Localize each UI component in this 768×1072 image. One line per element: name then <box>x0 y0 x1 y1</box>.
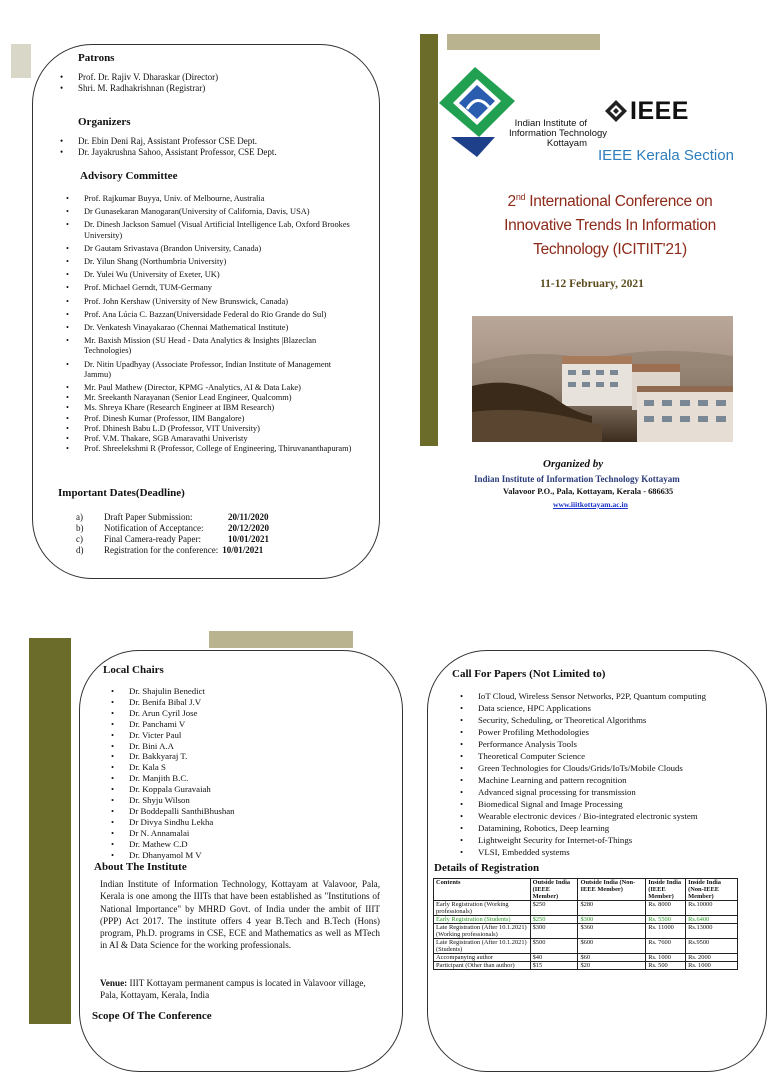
list-item: • Dr. Shajulin Benedict <box>105 686 365 697</box>
list-item: • Prof. Dhinesh Babu L.D (Professor, VIT University) <box>60 424 360 434</box>
top-right-olive-stripe <box>420 34 438 446</box>
table-cell: Participant (Other than author) <box>434 962 531 970</box>
ieee-diamond-icon <box>604 99 628 123</box>
important-dates-title: Important Dates(Deadline) <box>58 487 185 499</box>
advisory-title: Advisory Committee <box>80 170 178 182</box>
iiit-kottayam-logo <box>437 63 608 163</box>
venue-text: IIIT Kottayam permanent campus is located in Valavoor village, Pala, Kottayam, Kerala, India <box>100 978 366 1001</box>
scope-title: Scope Of The Conference <box>92 1010 212 1022</box>
top-right-khaki-bar <box>447 34 600 50</box>
organizer-website-link[interactable]: www.iiitkottayam.ac.in <box>553 500 628 509</box>
list-item: • Prof. Dinesh Kumar (Professor, IIM Bangalore) <box>60 414 360 424</box>
campus-building-image <box>472 316 733 442</box>
table-header-cell: Contents <box>434 879 531 901</box>
ieee-wordmark: IEEE <box>630 96 689 125</box>
table-cell: $20 <box>578 962 646 970</box>
list-item: • Security, Scheduling, or Theoretical Algorithms <box>454 714 766 726</box>
list-item: • Dr Gautam Srivastava (Brandon University, Canada) <box>60 244 360 254</box>
organizer-address: Valavoor P.O., Pala, Kottayam, Kerala - 686635 <box>503 487 674 496</box>
list-item: • Ms. Shreya Khare (Research Engineer at IBM Research) <box>60 403 360 413</box>
patrons-list <box>54 72 374 94</box>
venue-paragraph <box>100 977 380 1002</box>
date-label: Registration for the conference: <box>104 545 219 555</box>
list-item: • Dr. Yulei Wu (University of Exeter, UK) <box>60 270 360 280</box>
table-cell: Rs.9500 <box>686 939 738 954</box>
list-item: • Datamining, Robotics, Deep learning <box>454 822 766 834</box>
date-row <box>76 512 366 523</box>
list-item: • Dr. Bakkyaraj T. <box>105 751 365 762</box>
registration-table <box>433 878 738 970</box>
conference-title-line-1 <box>470 185 750 214</box>
topics-list <box>454 690 766 858</box>
list-item: • Prof. Ana Lúcia C. Bazzan(Universidade Federal do Rio Grande do Sul) <box>60 310 360 320</box>
table-cell: Early Registration (Students) <box>434 916 531 924</box>
table-cell: Rs. 2000 <box>686 954 738 962</box>
list-item: • Dr. Bini A.A <box>105 741 365 752</box>
patrons-section <box>54 52 374 182</box>
table-cell: Rs. 11000 <box>646 924 686 939</box>
date-label: Notification of Acceptance: <box>104 523 204 533</box>
list-item: • Advanced signal processing for transmission <box>454 786 766 798</box>
list-item: • Dr. Benifa Bibal J.V <box>105 697 365 708</box>
conference-title-line-3: Technology (ICITIIT'21) <box>533 241 687 259</box>
patrons-title: Patrons <box>78 52 115 64</box>
ieee-logo <box>604 96 704 126</box>
conference-title <box>470 185 750 262</box>
title-ordinal-suffix: nd <box>515 192 526 202</box>
date-row <box>76 523 366 534</box>
title-line-1-text: International Conference on <box>525 193 713 211</box>
advisory-list <box>60 194 360 454</box>
table-cell: $300 <box>578 916 646 924</box>
list-item: • Dr. Manjith B.C. <box>105 773 365 784</box>
ieee-kerala-section: IEEE Kerala Section <box>598 147 734 164</box>
list-item: • Dr Gunasekaran Manogaran(University of California, Davis, USA) <box>60 207 360 217</box>
list-item: • Dr. Koppala Guravaiah <box>105 784 365 795</box>
local-chairs-title: Local Chairs <box>103 664 164 676</box>
list-item: • Prof. Shreelekshmi R (Professor, College of Engineering, Thiruvananthapuram) <box>60 444 360 454</box>
list-item: • Data science, HPC Applications <box>454 702 766 714</box>
local-chairs-list <box>105 686 365 861</box>
list-item: • Dr. Mathew C.D <box>105 839 365 850</box>
list-item: • Mr. Paul Mathew (Director, KPMG -Analytics, AI & Data Lake) <box>60 383 360 393</box>
table-cell: Rs. 1000 <box>646 954 686 962</box>
list-item: • Dr Divya Sindhu Lekha <box>105 817 365 828</box>
table-cell: Early Registration (Working professionals) <box>434 901 531 916</box>
logo-text-line: Indian Institute of <box>514 118 587 129</box>
about-institute-text: Indian Institute of Information Technology, Kottayam at Valavoor, Pala, Kerala is one among the IIITs that have been established as "Institutions of National Importance" by MHRD Govt. of India under the ambit of IIIT (PPP) Act 2017. The institute offers 4 year B.Tech and B.Tech (Hons) program, Ph.D. programs in CSE, ECE and Mathematics as well as MTech in AI & Data Science for the working professionals. <box>100 879 380 951</box>
table-cell: $360 <box>578 924 646 939</box>
bottom-left-khaki-bar <box>209 631 353 648</box>
organizers-list <box>54 136 374 158</box>
organized-by-label: Organized by <box>543 458 604 470</box>
list-item: • Lightweight Security for Internet-of-Things <box>454 834 766 846</box>
list-item: • IoT Cloud, Wireless Sensor Networks, P2P, Quantum computing <box>454 690 766 702</box>
table-cell: Rs. 8000 <box>646 901 686 916</box>
list-item: • Dr. Panchami V <box>105 719 365 730</box>
table-cell: $280 <box>578 901 646 916</box>
table-cell: $60 <box>578 954 646 962</box>
table-cell: $15 <box>530 962 578 970</box>
date-row <box>76 545 366 556</box>
table-header-row <box>434 879 738 901</box>
table-cell: Late Registration (After 10.1.2021) (Students) <box>434 939 531 954</box>
bottom-left-olive-stripe <box>29 638 71 1024</box>
list-item: • Dr. Nitin Upadhyay (Associate Professor, Indian Institute of Management Jammu) <box>60 360 360 380</box>
table-row <box>434 901 738 916</box>
venue-label: Venue: <box>100 978 128 988</box>
about-institute-title: About The Institute <box>94 861 187 873</box>
table-cell: Rs.10000 <box>686 901 738 916</box>
list-item: • Dr. Arun Cyril Jose <box>105 708 365 719</box>
list-item: • Prof. John Kershaw (University of New Brunswick, Canada) <box>60 297 360 307</box>
table-cell: $500 <box>530 939 578 954</box>
list-item: • Dr. Yilun Shang (Northumbria University) <box>60 257 360 267</box>
logo-text-line: Information Technology <box>509 128 608 139</box>
list-item: • Power Profiling Methodologies <box>454 726 766 738</box>
conference-title-line-2: Innovative Trends In Information <box>504 217 716 235</box>
date-letter: c) <box>76 534 83 544</box>
table-header-cell: Outside India (Non-IEEE Member) <box>578 879 646 901</box>
table-header-cell: Outside India (IEEE Member) <box>530 879 578 901</box>
table-row <box>434 939 738 954</box>
list-item: • Biomedical Signal and Image Processing <box>454 798 766 810</box>
title-ordinal: 2 <box>507 193 516 211</box>
registration-details-title: Details of Registration <box>434 862 540 874</box>
table-cell: $300 <box>530 924 578 939</box>
list-item: • Dr. Kala S <box>105 762 365 773</box>
table-cell: Rs. 7600 <box>646 939 686 954</box>
table-header-cell: Inside India (Non-IEEE Member) <box>686 879 738 901</box>
call-for-papers-title: Call For Papers (Not Limited to) <box>452 668 606 680</box>
list-item: • Machine Learning and pattern recognition <box>454 774 766 786</box>
date-label: Draft Paper Submission: <box>104 512 193 522</box>
date-value: 10/01/2021 <box>228 534 270 544</box>
list-item: • Dr. Dhanyamol M V <box>105 850 365 861</box>
list-item: • VLSI, Embedded systems <box>454 846 766 858</box>
list-item: • Dr. Ebin Deni Raj, Assistant Professor CSE Dept. <box>54 136 374 147</box>
list-item: • Dr. Victer Paul <box>105 730 365 741</box>
table-cell: Rs. 500 <box>646 962 686 970</box>
table-header-cell: Inside India (IEEE Member) <box>646 879 686 901</box>
table-cell: Accompanying author <box>434 954 531 962</box>
list-item: • Dr Boddepalli SanthiBhushan <box>105 806 365 817</box>
list-item: • Prof. Dr. Rajiv V. Dharaskar (Director) <box>54 72 374 83</box>
table-cell: $40 <box>530 954 578 962</box>
date-letter: d) <box>76 545 84 555</box>
list-item: • Dr. Jayakrushna Sahoo, Assistant Professor, CSE Dept. <box>54 147 374 158</box>
list-item: • Mr. Sreekanth Narayanan (Senior Lead Engineer, Qualcomm) <box>60 393 360 403</box>
list-item: • Dr. Dinesh Jackson Samuel (Visual Artificial Intelligence Lab, Oxford Brookes University) <box>60 220 360 240</box>
date-row <box>76 534 366 545</box>
organizers-title: Organizers <box>78 116 131 128</box>
organizer-name: Indian Institute of Information Technology Kottayam <box>474 474 680 484</box>
date-value: 20/12/2020 <box>228 523 270 533</box>
table-cell: Rs.13000 <box>686 924 738 939</box>
table-cell: $250 <box>530 901 578 916</box>
list-item: • Prof. Rajkumar Buyya, Univ. of Melbourne, Australia <box>60 194 360 204</box>
date-value: 10/01/2021 <box>222 545 264 555</box>
table-cell: Late Registration (After 10.1.2021) (Working professionals) <box>434 924 531 939</box>
list-item: • Performance Analysis Tools <box>454 738 766 750</box>
list-item: • Dr. Shyju Wilson <box>105 795 365 806</box>
list-item: • Dr N. Annamalai <box>105 828 365 839</box>
list-item: • Wearable electronic devices / Bio-integrated electronic system <box>454 810 766 822</box>
table-row <box>434 924 738 939</box>
list-item: • Prof. Michael Gerndt, TUM-Germany <box>60 283 360 293</box>
table-cell: $250 <box>530 916 578 924</box>
date-label: Final Camera-ready Paper: <box>104 534 201 544</box>
list-item: • Mr. Baxish Mission (SU Head - Data Analytics & Insights |Blazeclan Technologies) <box>60 336 360 356</box>
table-cell: Rs. 5500 <box>646 916 686 924</box>
conference-dates: 11-12 February, 2021 <box>540 278 644 290</box>
table-row <box>434 916 738 924</box>
table-cell: Rs. 1000 <box>686 962 738 970</box>
date-letter: b) <box>76 523 84 533</box>
list-item: • Green Technologies for Clouds/Grids/IoTs/Mobile Clouds <box>454 762 766 774</box>
table-cell: Rs.6400 <box>686 916 738 924</box>
list-item: • Shri. M. Radhakrishnan (Registrar) <box>54 83 374 94</box>
list-item: • Prof. V.M. Thakare, SGB Amaravathi Univeristy <box>60 434 360 444</box>
list-item: • Theoretical Computer Science <box>454 750 766 762</box>
table-row <box>434 962 738 970</box>
list-item: • Dr. Venkatesh Vinayakarao (Chennai Mathematical Institute) <box>60 323 360 333</box>
campus-photo <box>472 316 733 442</box>
important-dates-list <box>76 512 366 556</box>
table-cell: $600 <box>578 939 646 954</box>
table-row <box>434 954 738 962</box>
date-letter: a) <box>76 512 83 522</box>
top-left-accent-block <box>11 44 31 78</box>
logo-text-line: Kottayam <box>546 138 587 149</box>
date-value: 20/11/2020 <box>228 512 269 522</box>
